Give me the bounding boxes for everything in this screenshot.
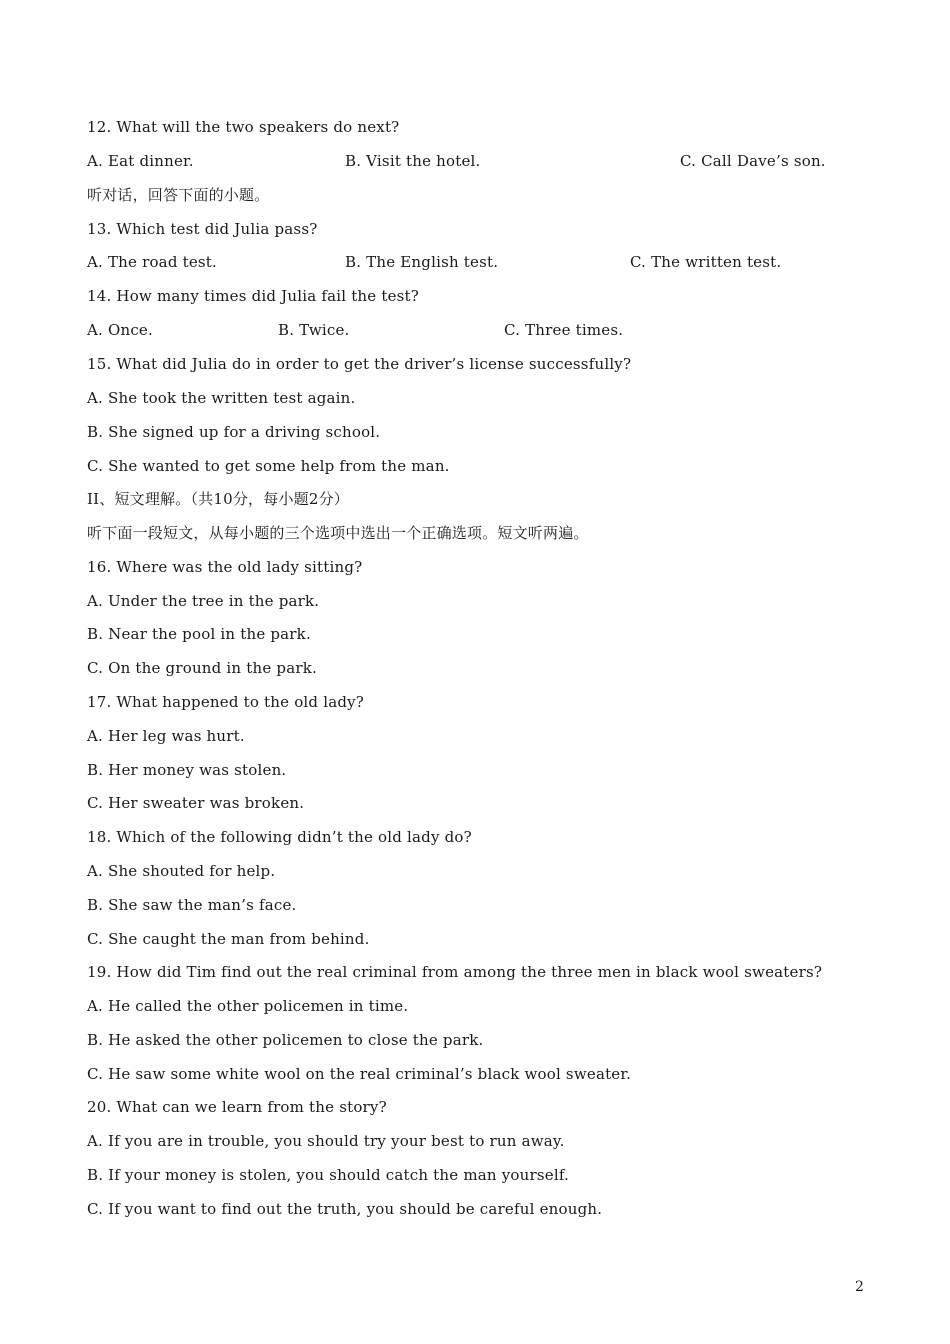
option-12-c: C. Call Dave’s son. <box>680 152 826 170</box>
question-16: 16. Where was the old lady sitting? <box>87 558 363 576</box>
option-20-c: C. If you want to find out the truth, you should be careful enough. <box>87 1200 603 1218</box>
question-19: 19. How did Tim find out the real criminal from among the three men in black wool sweaters? <box>87 963 823 981</box>
option-16-b: B. Near the pool in the park. <box>87 625 311 643</box>
section-2-instruction: 听下面一段短文，从每小题的三个选项中选出一个正确选项。短文听两遍。 <box>87 524 589 542</box>
section-2-heading: II、短文理解。（共10分，每小题2分） <box>87 490 349 508</box>
question-12: 12. What will the two speakers do next? <box>87 118 400 136</box>
option-19-a: A. He called the other policemen in time. <box>87 997 409 1015</box>
question-20: 20. What can we learn from the story? <box>87 1098 387 1116</box>
option-16-c: C. On the ground in the park. <box>87 659 317 677</box>
option-15-c: C. She wanted to get some help from the man. <box>87 457 450 475</box>
option-18-b: B. She saw the man’s face. <box>87 896 297 914</box>
option-18-c: C. She caught the man from behind. <box>87 930 370 948</box>
question-13: 13. Which test did Julia pass? <box>87 220 318 238</box>
option-17-a: A. Her leg was hurt. <box>87 727 245 745</box>
option-14-c: C. Three times. <box>504 321 624 339</box>
page-number: 2 <box>855 1279 864 1295</box>
option-15-a: A. She took the written test again. <box>87 389 356 407</box>
option-12-b: B. Visit the hotel. <box>345 152 481 170</box>
option-15-b: B. She signed up for a driving school. <box>87 423 381 441</box>
question-14: 14. How many times did Julia fail the test? <box>87 287 420 305</box>
option-12-a: A. Eat dinner. <box>87 152 194 170</box>
option-19-c: C. He saw some white wool on the real criminal’s black wool sweater. <box>87 1065 632 1083</box>
question-18: 18. Which of the following didn’t the old lady do? <box>87 828 472 846</box>
option-17-c: C. Her sweater was broken. <box>87 794 305 812</box>
question-17: 17. What happened to the old lady? <box>87 693 365 711</box>
option-17-b: B. Her money was stolen. <box>87 761 287 779</box>
option-13-a: A. The road test. <box>87 253 217 271</box>
option-20-a: A. If you are in trouble, you should try your best to run away. <box>87 1132 565 1150</box>
option-18-a: A. She shouted for help. <box>87 862 276 880</box>
option-14-a: A. Once. <box>87 321 153 339</box>
question-15: 15. What did Julia do in order to get the driver’s license successfully? <box>87 355 632 373</box>
dialog-instruction: 听对话，回答下面的小题。 <box>87 186 270 204</box>
option-13-b: B. The English test. <box>345 253 499 271</box>
option-20-b: B. If your money is stolen, you should catch the man yourself. <box>87 1166 570 1184</box>
option-19-b: B. He asked the other policemen to close the park. <box>87 1031 484 1049</box>
option-13-c: C. The written test. <box>630 253 782 271</box>
option-16-a: A. Under the tree in the park. <box>87 592 320 610</box>
option-14-b: B. Twice. <box>278 321 350 339</box>
